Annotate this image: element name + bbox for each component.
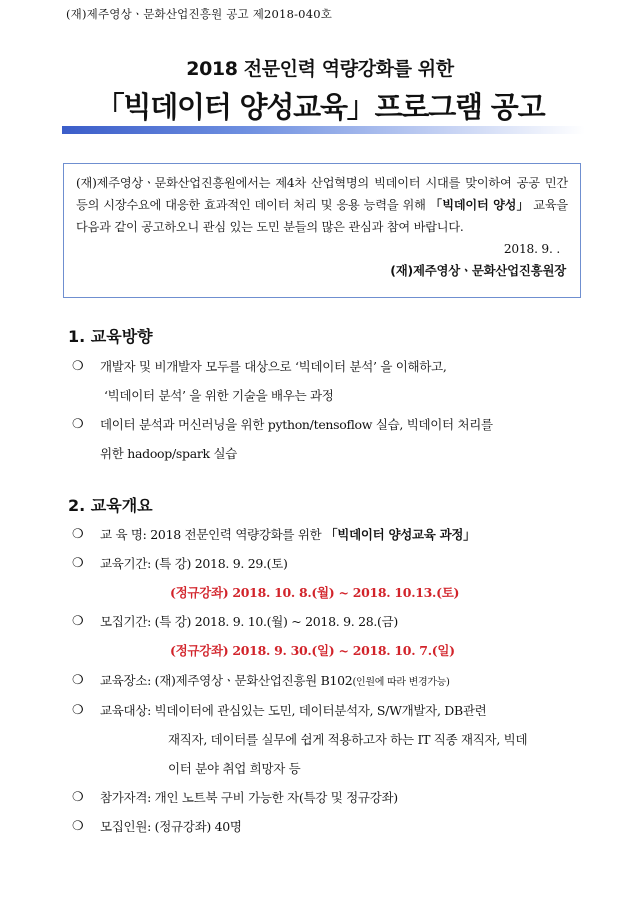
section-1-item-1 (72, 352, 582, 410)
bullet-circle-icon: ❍ (72, 673, 84, 688)
recruit-period-regular: (정규강좌) 2018. 9. 30.(일) ~ 2018. 10. 7.(일) (170, 643, 455, 658)
notice-text-1: (재)제주영상ㆍ문화산업진흥원에서는 제4차 산업혁명의 빅데이터 시대를 맞이하여 공공 민간 등의 시장수요에 대응한 효과적인 데이터 처리 및 응용 능력을 위해 (76, 176, 568, 212)
course-name-item (72, 520, 582, 549)
title-line-1: 2018 전문인력 역량강화를 위한 (186, 58, 454, 80)
headcount: 모집인원: (정규강좌) 40명 (100, 819, 242, 834)
section-1-title: 1. 교육방향 (68, 327, 153, 346)
notice-paragraph (76, 172, 568, 238)
education-period-item (72, 549, 582, 607)
notice-organization: (재)제주영상ㆍ문화산업진흥원장 (390, 263, 566, 278)
bullet-circle-icon: ❍ (72, 359, 84, 374)
bullet-circle-icon: ❍ (72, 703, 84, 718)
bullet-circle-icon: ❍ (72, 527, 84, 542)
headcount-item (72, 812, 582, 841)
bullet-circle-icon: ❍ (72, 790, 84, 805)
item-line: 개발자 및 비개발자 모두를 대상으로 ‘빅데이터 분석’ 을 이해하고, (100, 359, 447, 374)
target-line-2: 재직자, 데이터를 실무에 쉽게 적용하고자 하는 IT 직종 재직자, 빅데 (168, 732, 528, 747)
item-line: ‘빅데이터 분석’ 을 위한 기술을 배우는 과정 (104, 388, 334, 403)
notice-text-bold: 「빅데이터 양성」 (429, 198, 530, 212)
section-2-title: 2. 교육개요 (68, 496, 153, 515)
course-name-label: 교 육 명: 2018 전문인력 역량강화를 위한 (100, 527, 326, 542)
notice-text-2: 교육을 다음과 같이 공고하오니 관심 있는 도민 분들의 많은 관심과 참여 바랍니다. (76, 198, 568, 234)
notice-box (63, 163, 581, 298)
education-place: 교육장소: (재)제주영상ㆍ문화산업진흥원 B102 (100, 673, 353, 688)
education-place-note: (인원에 따라 변경가능) (352, 677, 450, 688)
recruit-period-special: 모집기간: (특 강) 2018. 9. 10.(월) ~ 2018. 9. 28.(금) (100, 614, 398, 629)
qualification-item (72, 783, 582, 812)
target-line-3: 이터 분야 취업 희망자 등 (168, 761, 301, 776)
bullet-circle-icon: ❍ (72, 417, 84, 432)
bullet-circle-icon: ❍ (72, 614, 84, 629)
recruit-period-item (72, 607, 582, 665)
section-1-item-2 (72, 410, 582, 468)
target-line-1: 교육대상: 빅데이터에 관심있는 도민, 데이터분석자, S/W개발자, DB관련 (100, 703, 487, 718)
item-line: 위한 hadoop/spark 실습 (100, 446, 238, 461)
bullet-circle-icon: ❍ (72, 819, 84, 834)
title-underline-bar (62, 126, 585, 134)
course-name-value: 「빅데이터 양성교육 과정」 (325, 527, 476, 542)
education-period-regular: (정규강좌) 2018. 10. 8.(월) ~ 2018. 10.13.(토) (170, 585, 460, 600)
qualification: 참가자격: 개인 노트북 구비 가능한 자(특강 및 정규강좌) (100, 790, 398, 805)
education-place-item (72, 666, 582, 697)
bullet-circle-icon: ❍ (72, 556, 84, 571)
notice-date: 2018. 9. . (503, 242, 560, 256)
document-number: (재)제주영상ㆍ문화산업진흥원 공고 제2018-040호 (66, 7, 333, 21)
education-target-item (72, 696, 582, 783)
title-line-2: 「빅데이터 양성교육」프로그램 공고 (95, 90, 545, 124)
education-period-special: 교육기간: (특 강) 2018. 9. 29.(토) (100, 556, 288, 571)
item-line: 데이터 분석과 머신러닝을 위한 python/tensoflow 실습, 빅데이터 처리를 (100, 417, 493, 432)
